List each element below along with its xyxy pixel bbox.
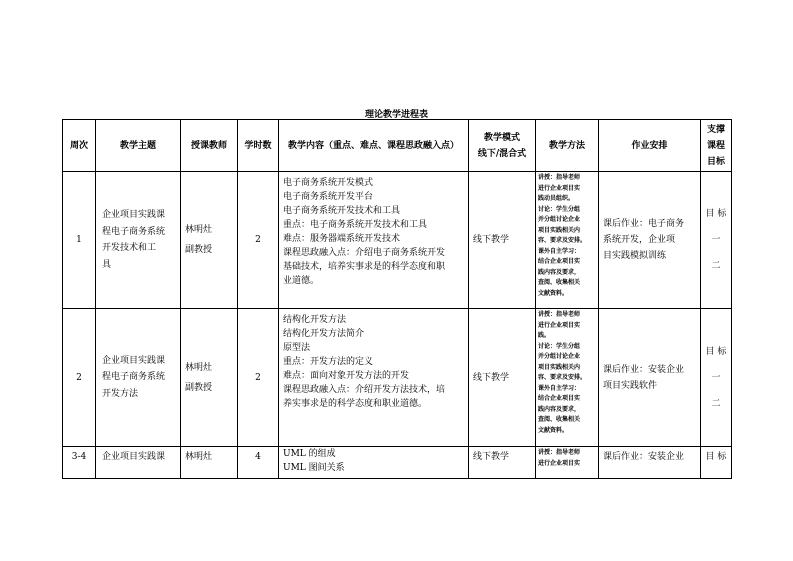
cell-content: 结构化开发方法 结构化开发方法简介 原型法 重点：开发方法的定义 难点：面向对象开发方法的开发 课程思政融入点：介绍开发方法技术，培 养实事求是的科学态度和职业道德。: [279, 309, 469, 447]
cell-week: 2: [63, 309, 96, 447]
cell-week: 1: [63, 172, 96, 309]
cell-method: 讲授：指导老师 进行企业项目实 践动员组织。 讨论：学生分组 并分组讨论企业 项目实践相关内 容、要求及安排。 课外自主学习： 结合企业项目实 践内容及要求， 查阅、收集相关 文献资料。: [536, 172, 599, 309]
header-support: 支撑 课程 目标: [701, 120, 732, 172]
cell-support: 目 标 一 二: [701, 172, 732, 309]
cell-hours: 2: [238, 309, 279, 447]
teaching-schedule-table: [62, 119, 732, 479]
cell-teacher: 林明灶 副教授: [181, 309, 238, 447]
cell-hours: 4: [238, 447, 279, 479]
cell-support: 目 标 一 二: [701, 309, 732, 447]
header-topic: 教学主题: [96, 120, 181, 172]
cell-content: 电子商务系统开发模式 电子商务系统开发平台 电子商务系统开发技术和工具 重点：电子商务系统开发技术和工具 难点：服务器端系统开发技术 课程思政融入点：介绍电子商务系统开发 基础技术，培养实事求是的科学态度和职 业道德。: [279, 172, 469, 309]
cell-homework: 课后作业：电子商务 系统开发，企业项 目实践模拟训练: [599, 172, 701, 309]
table-row: [63, 172, 732, 309]
table-title: 理论教学进程表: [364, 110, 428, 120]
cell-topic: 企业项目实践课 程电子商务系统 开发技术和工 具: [96, 172, 181, 309]
cell-content: [279, 447, 469, 479]
cell-homework: 课后作业：安装企业: [599, 447, 701, 479]
table-row: [63, 309, 732, 447]
cell-mode: 线下教学: [469, 447, 536, 479]
cell-homework: 课后作业：安装企业 项目实践软件: [599, 309, 701, 447]
table-header-row: [63, 120, 732, 172]
cell-support: 目 标: [701, 447, 732, 479]
cell-hours: 2: [238, 172, 279, 309]
header-teacher: 授课教师: [181, 120, 238, 172]
cell-mode: 线下教学: [469, 172, 536, 309]
header-homework: 作业安排: [599, 120, 701, 172]
cell-method-text: 讲授：指导老师 进行企业项目实: [538, 449, 581, 467]
table-row: [63, 447, 732, 479]
cell-method: 讲授：指导老师 进行企业项目实 践。 讨论：学生分组 并分组讨论企业 项目实践相关内 容、要求及安排。 课外自主学习： 结合企业项目实 践内容及要求， 查阅、收集相关 文献资料。: [536, 309, 599, 447]
cell-week: 3-4: [63, 447, 96, 479]
header-mode: 教学模式 线下/混合式: [469, 120, 536, 172]
cell-method: [536, 447, 599, 479]
cell-topic: 企业项目实践课 程电子商务系统 开发方法: [96, 309, 181, 447]
cell-teacher: 林明灶: [181, 447, 238, 479]
cell-topic: 企业项目实践课: [96, 447, 181, 479]
cell-teacher: 林明灶 副教授: [181, 172, 238, 309]
header-method: 教学方法: [536, 120, 599, 172]
header-content: 教学内容（重点、难点、课程思政融入点）: [279, 120, 469, 172]
cell-mode: 线下教学: [469, 309, 536, 447]
header-week: 周次: [63, 120, 96, 172]
cell-content-text: UML 的组成 UML 图间关系: [283, 449, 345, 473]
header-hours: 学时数: [238, 120, 279, 172]
